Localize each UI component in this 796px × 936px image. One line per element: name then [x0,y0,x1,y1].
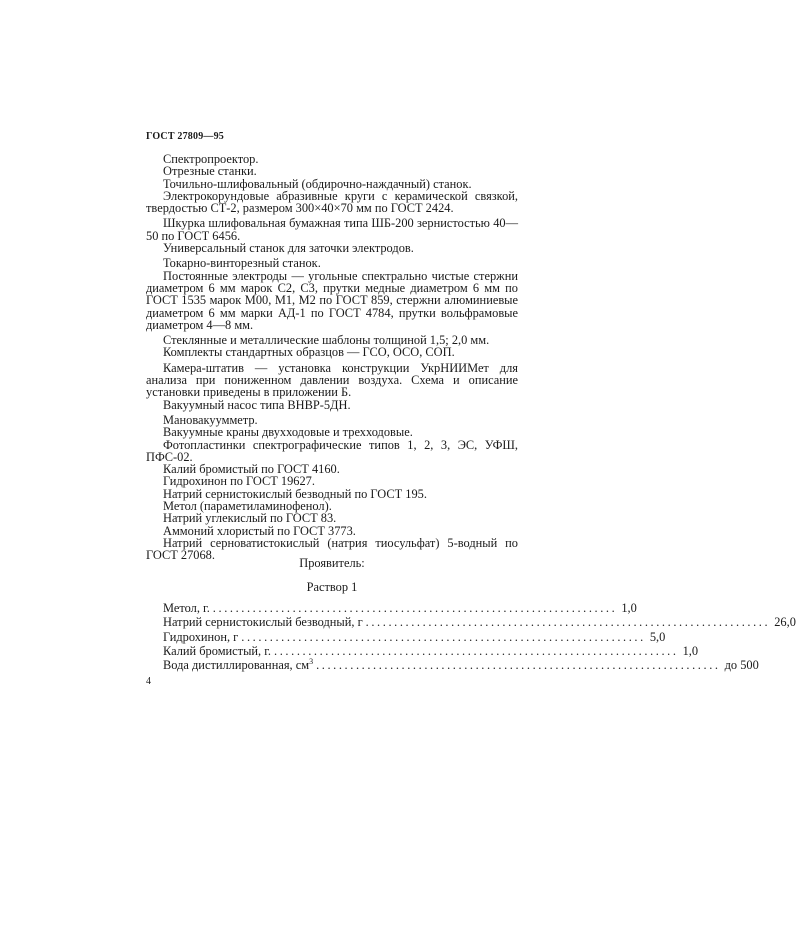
recipe-label-text: Вода дистиллированная, см [163,658,310,673]
recipe-label: Метол, г. [163,601,210,615]
recipe-value: до 500 [724,658,759,673]
recipe-label: Калий бромистый, г. [163,643,272,658]
recipe-row [163,643,699,658]
recipe-table [163,601,796,673]
paragraph: Натрий углекислый по ГОСТ 83. [163,511,337,526]
section-title: Проявитель: [299,556,365,570]
paragraph: Спектропроектор. [163,152,259,166]
recipe-row [163,601,637,615]
leader-dots: ....................................................................... [212,601,618,615]
paragraph: Вакуумный насос типа ВНВР-5ДН. [163,397,351,412]
page-number: 4 [146,676,151,687]
recipe-value: 26,0 [774,615,796,630]
recipe-label: Гидрохинон, г [163,629,239,644]
paragraph: Токарно-винторезный станок. [163,256,321,271]
recipe-value: 1,0 [682,643,699,658]
recipe-row [163,615,796,630]
paragraph: Шкурка шлифовальная бумажная типа ШБ-200 зернистостью 40—50 по ГОСТ 6456. [146,216,518,243]
paragraph: Стеклянные и металлические шаблоны толщиной 1,5; 2,0 мм. [163,333,490,348]
subsection-title: Раствор 1 [306,580,358,594]
equipment-list [146,153,518,562]
recipe-label: Натрий сернистокислый безводный, г [163,615,363,630]
paragraph: Аммоний хлористый по ГОСТ 3773. [163,523,356,538]
paragraph: Камера-штатив — установка конструкции УкрНИИМет для анализа при пониженном давлении воздуха. Схема и описание установки приведены в приложении Б. [146,360,518,400]
document-header: ГОСТ 27809—95 [146,131,225,142]
paragraph: Гидрохинон по ГОСТ 19627. [163,474,315,489]
recipe-row [163,657,759,673]
superscript: 3 [309,657,314,667]
paragraph: Комплекты стандартных образцов — ГСО, ОСО, СОП. [163,345,455,360]
leader-dots: ....................................................................... [241,629,646,644]
paragraph: Отрезные станки. [163,164,257,179]
paragraph: Метол (параметиламинофенол). [163,499,332,514]
recipe-label [163,658,313,672]
recipe-value: 1,0 [621,601,637,615]
paragraph: Электрокорундовые абразивные круги с керамической связкой, твердостью СТ-2, размером 300×40×70 мм по ГОСТ 2424. [146,188,518,216]
paragraph: Постоянные электроды — угольные спектрально чистые стержни диаметром 6 мм марок С2, С3, прутки медные диаметром 6 мм по ГОСТ 1535 марок М00, М1, М2 по ГОСТ 859, стержни алюминиевые диаметром 6 мм марки АД-1 по ГОСТ 4784, прутки вольфрамовые диаметром 4—8 мм. [146,268,518,332]
paragraph: Натрий сернистокислый безводный по ГОСТ 195. [163,486,427,501]
paragraph: Универсальный станок для заточки электродов. [163,241,414,256]
recipe-value: 5,0 [649,629,666,644]
paragraph: Вакуумные краны двухходовые и трехходовые. [163,425,413,440]
paragraph: Калий бромистый по ГОСТ 4160. [163,462,340,477]
recipe-row [163,629,666,644]
leader-dots: ....................................................................... [365,615,771,630]
leader-dots: ....................................................................... [316,658,721,673]
paragraph: Мановакуумметр. [163,412,258,427]
paragraph: Фотопластинки спектрографические типов 1, 2, 3, ЭС, УФШ, ПФС-02. [146,437,518,464]
leader-dots: ....................................................................... [274,643,679,658]
paragraph: Натрий серноватистокислый (натрия тиосульфат) 5-водный по ГОСТ 27068. [146,535,518,563]
paragraph: Точильно-шлифовальный (обдирочно-наждачный) станок. [163,176,472,191]
